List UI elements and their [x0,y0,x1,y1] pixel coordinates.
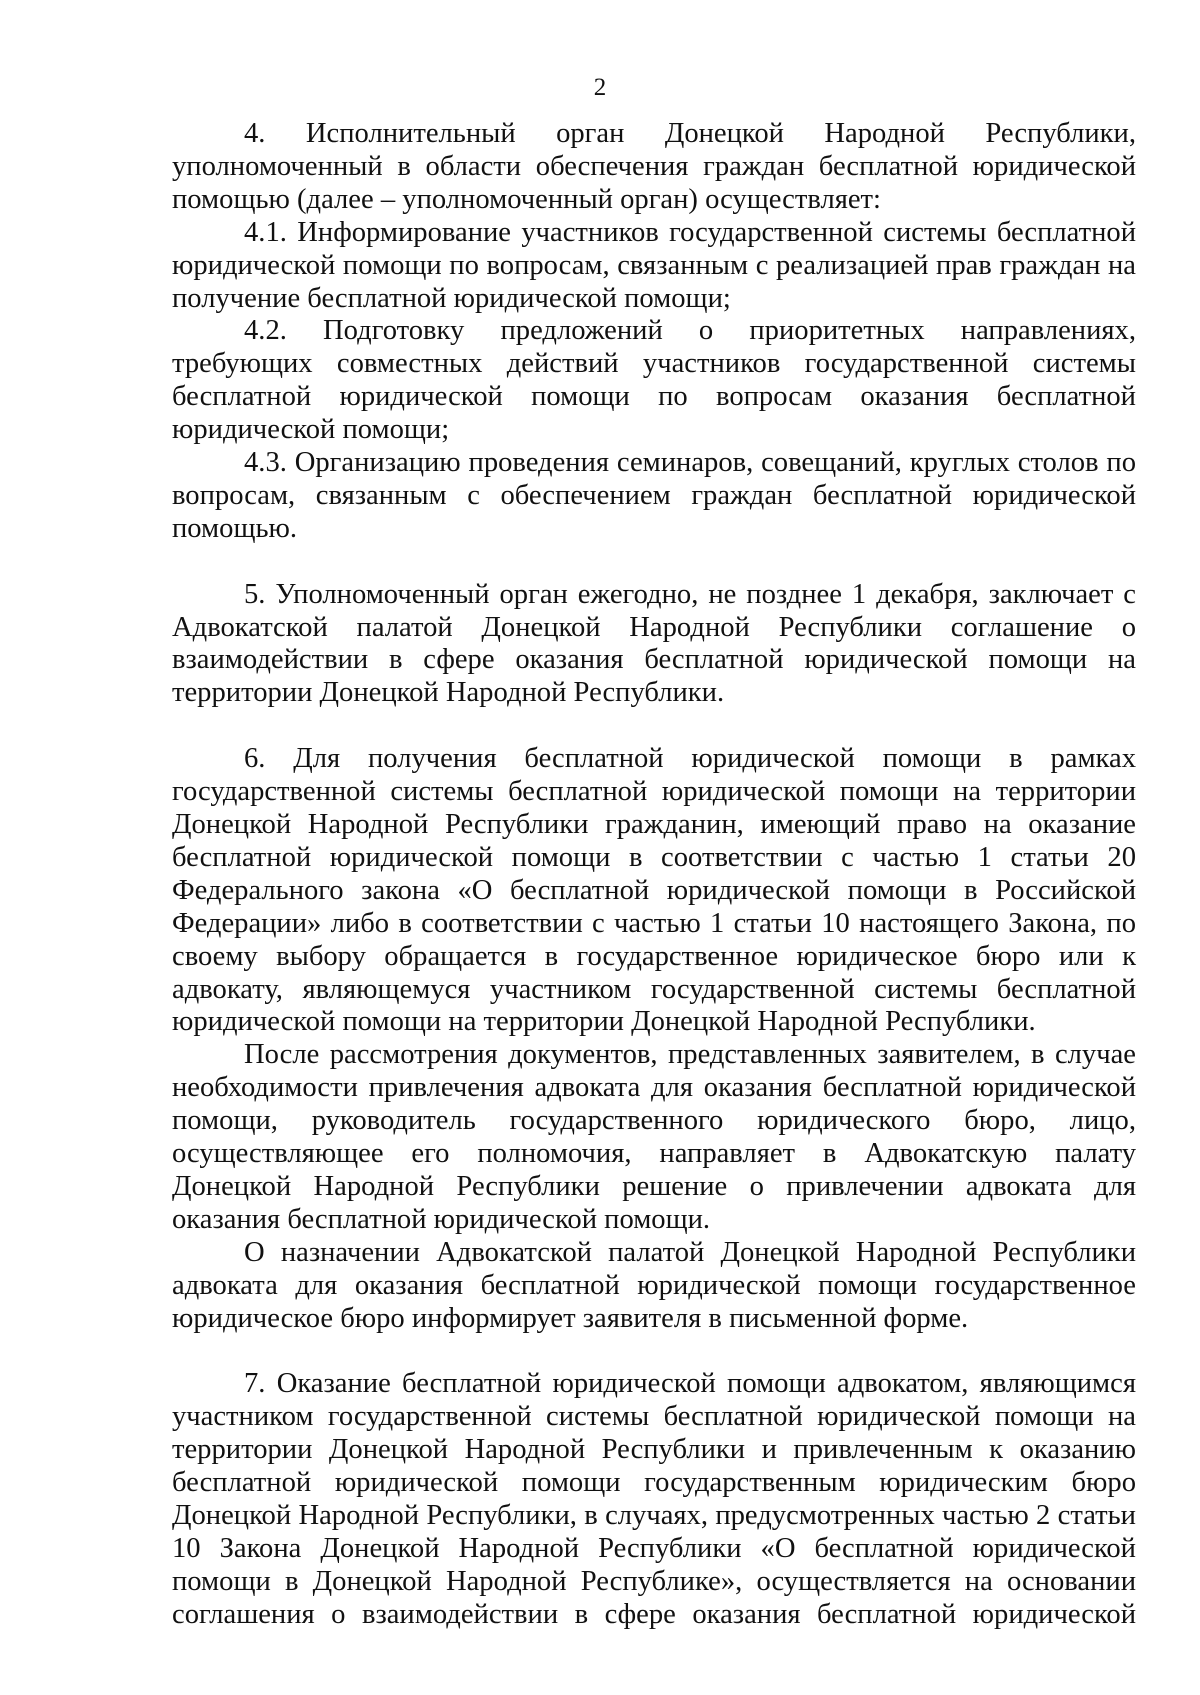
paragraph-4: 4. Исполнительный орган Донецкой Народной Республики, уполномоченный в области обеспечения граждан бесплатной юридической помощью (далее – уполномоченный орган) осуществляет: [172,118,1136,215]
paragraph-6: 6. Для получения бесплатной юридической помощи в рамках государственной системы бесплатной юридической помощи на территории Донецкой Народной Республики гражданин, имеющий право на оказание бесплатной юридической помощи в соответствии с частью 1 статьи 20 Федерального закона «О бесплатной юридической помощи в Российской Федерации» либо в соответствии с частью 1 статьи 10 настоящего Закона, по своему выбору обращается в государственное юридическое бюро или к адвокату, являющемуся участником государственной системы бесплатной юридической помощи на территории Донецкой Народной Республики. [172,743,1136,1038]
paragraph-5: 5. Уполномоченный орган ежегодно, не позднее 1 декабря, заключает с Адвокатской палатой Донецкой Народной Республики соглашение о взаимодействии в сфере оказания бесплатной юридической помощи на территории Донецкой Народной Республики. [172,578,1136,709]
paragraph-4-3: 4.3. Организацию проведения семинаров, совещаний, круглых столов по вопросам, связанным с обеспечением граждан бесплатной юридической помощью. [172,447,1136,544]
document-body [172,118,1136,1632]
paragraph-4-2: 4.2. Подготовку предложений о приоритетных направлениях, требующих совместных действий участников государственной системы бесплатной юридической помощи по вопросам оказания бесплатной юридической помощи; [172,315,1136,446]
paragraph-4-1: 4.1. Информирование участников государственной системы бесплатной юридической помощи по вопросам, связанным с реализацией прав граждан на получение бесплатной юридической помощи; [172,216,1136,314]
paragraph-6-appointment: О назначении Адвокатской палатой Донецкой Народной Республики адвоката для оказания бесплатной юридической помощи государственное юридическое бюро информирует заявителя в письменной форме. [172,1236,1136,1334]
paragraph-6-continued: После рассмотрения документов, представленных заявителем, в случае необходимости привлечения адвоката для оказания бесплатной юридической помощи, руководитель государственного юридического бюро, лицо, осуществляющее его полномочия, направляет в Адвокатскую палату Донецкой Народной Республики решение о привлечении адвоката для оказания бесплатной юридической помощи. [172,1039,1136,1235]
page-number: 2 [593,74,607,101]
paragraph-7: 7. Оказание бесплатной юридической помощи адвокатом, являющимся участником государственной системы бесплатной юридической помощи на территории Донецкой Народной Республики и привлеченным к оказанию бесплатной юридической помощи государственным юридическим бюро Донецкой Народной Республики, в случаях, предусмотренных частью 2 статьи 10 Закона Донецкой Народной Республики «О бесплатной юридической помощи в Донецкой Народной Республике», осуществляется на основании соглашения о взаимодействии в сфере оказания бесплатной юридической [172,1368,1136,1630]
